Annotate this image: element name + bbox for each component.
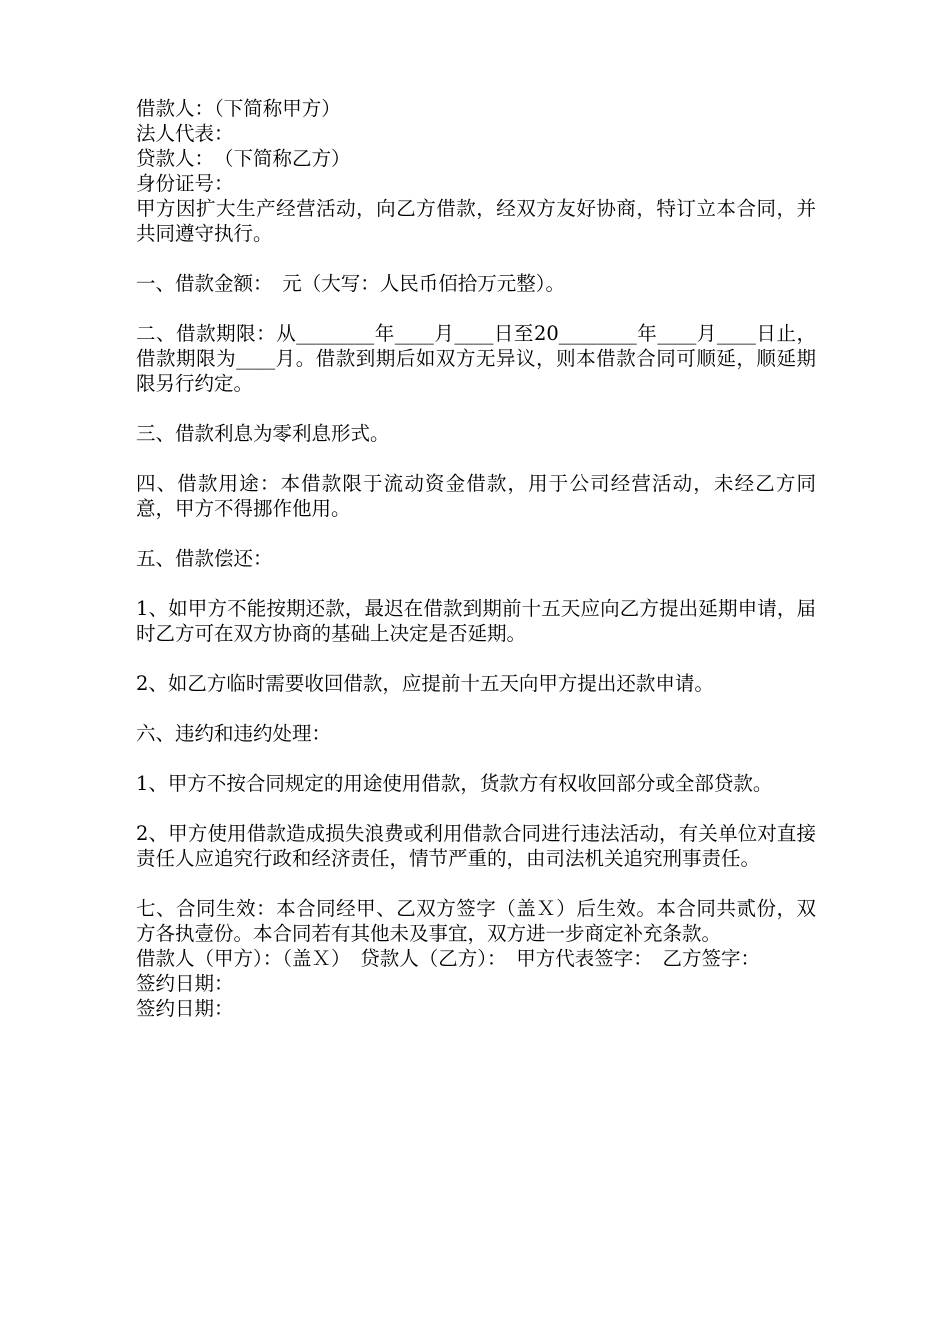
spacer — [136, 646, 816, 671]
spacer — [136, 246, 816, 271]
signing-date-2: 签约日期： — [136, 997, 234, 1020]
clause-breach-title: 六、违约和违约处理： — [136, 722, 332, 745]
clause-interest: 三、借款利息为零利息形式。 — [136, 422, 390, 445]
spacer — [136, 446, 816, 471]
contract-document — [136, 96, 816, 1021]
clause-term: 二、借款期限：从________年____月____日至20________年____月____日止，借款期限为____月。借款到期后如双方无异议，则本借款合同可顺延，顺延期限另行约定。 — [136, 322, 816, 395]
clause-amount: 一、借款金额： 元（大写：人民币佰拾万元整）。 — [136, 272, 566, 295]
borrower-line: 借款人：（下简称甲方） — [136, 97, 341, 120]
clause-effect: 七、合同生效：本合同经甲、乙双方签字（盖Ｘ）后生效。本合同共贰份，双方各执壹份。本合同若有其他未及事宜，双方进一步商定补充条款。 — [136, 897, 816, 945]
signing-date-1: 签约日期： — [136, 972, 234, 995]
lender-line: 贷款人： （下简称乙方） — [136, 147, 351, 170]
spacer — [136, 296, 816, 321]
spacer — [136, 871, 816, 896]
spacer — [136, 396, 816, 421]
signature-line: 借款人（甲方）：（盖Ｘ） 贷款人（乙方）： 甲方代表签字： 乙方签字： — [136, 947, 761, 970]
id-number-line: 身份证号： — [136, 172, 234, 195]
clause-repayment-2: 2、如乙方临时需要收回借款，应提前十五天向甲方提出还款申请。 — [136, 672, 714, 695]
spacer — [136, 746, 816, 771]
clause-purpose: 四、借款用途：本借款限于流动资金借款，用于公司经营活动，未经乙方同意，甲方不得挪作他用。 — [136, 472, 816, 520]
intro-paragraph: 甲方因扩大生产经营活动，向乙方借款，经双方友好协商，特订立本合同，并共同遵守执行。 — [136, 197, 816, 245]
spacer — [136, 521, 816, 546]
spacer — [136, 571, 816, 596]
clause-breach-1: 1、甲方不按合同规定的用途使用借款，货款方有权收回部分或全部贷款。 — [136, 772, 773, 795]
legal-rep-line: 法人代表： — [136, 122, 234, 145]
spacer — [136, 696, 816, 721]
spacer — [136, 796, 816, 821]
clause-repayment-title: 五、借款偿还： — [136, 547, 273, 570]
clause-repayment-1: 1、如甲方不能按期还款，最迟在借款到期前十五天应向乙方提出延期申请，届时乙方可在双方协商的基础上决定是否延期。 — [136, 597, 816, 645]
clause-breach-2: 2、甲方使用借款造成损失浪费或利用借款合同进行违法活动，有关单位对直接责任人应追究行政和经济责任，情节严重的，由司法机关追究刑事责任。 — [136, 822, 816, 870]
